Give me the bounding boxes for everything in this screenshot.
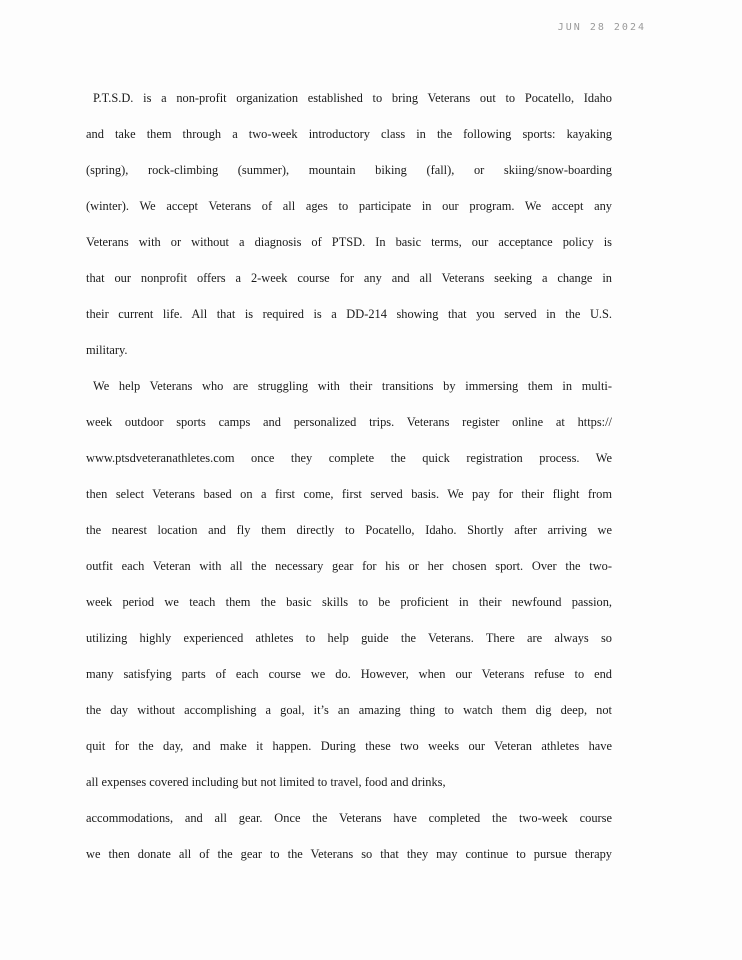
date-stamp: JUN 28 2024 — [557, 22, 646, 33]
text-line: Veterans with or without a diagnosis of PTSD. In basic terms, our acceptance policy is — [86, 235, 612, 249]
paragraph-2 — [86, 374, 612, 878]
text-line: we then donate all of the gear to the Veterans so that they may continue to pursue therapy — [86, 847, 612, 861]
paragraph-1 — [86, 86, 612, 374]
text-line: the day without accomplishing a goal, it’s an amazing thing to watch them dig deep, not — [86, 703, 612, 717]
text-line: (spring), rock-climbing (summer), mountain biking (fall), or skiing/snow-boarding — [86, 163, 612, 177]
text-line: quit for the day, and make it happen. During these two weeks our Veteran athletes have — [86, 739, 612, 753]
text-line: accommodations, and all gear. Once the Veterans have completed the two-week course — [86, 811, 612, 825]
text-line: then select Veterans based on a first come, first served basis. We pay for their flight from — [86, 487, 612, 501]
text-line: utilizing highly experienced athletes to help guide the Veterans. There are always so — [86, 631, 612, 645]
text-line: week outdoor sports camps and personalized trips. Veterans register online at https:// — [86, 415, 612, 429]
text-line: week period we teach them the basic skills to be proficient in their newfound passion, — [86, 595, 612, 609]
document-body — [86, 86, 612, 878]
text-line: their current life. All that is required is a DD-214 showing that you served in the U.S. — [86, 307, 612, 321]
text-line: www.ptsdveteranathletes.com once they complete the quick registration process. We — [86, 451, 612, 465]
text-line: the nearest location and fly them directly to Pocatello, Idaho. Shortly after arriving we — [86, 523, 612, 537]
text-line: We help Veterans who are struggling with their transitions by immersing them in multi- — [93, 379, 612, 393]
text-line: that our nonprofit offers a 2-week course for any and all Veterans seeking a change in — [86, 271, 612, 285]
text-line: many satisfying parts of each course we do. However, when our Veterans refuse to end — [86, 667, 612, 681]
text-line: (winter). We accept Veterans of all ages to participate in our program. We accept any — [86, 199, 612, 213]
text-line: P.T.S.D. is a non-profit organization established to bring Veterans out to Pocatello, Idaho — [93, 91, 612, 105]
text-line: outfit each Veteran with all the necessary gear for his or her chosen sport. Over the two- — [86, 559, 612, 573]
text-line: military. — [86, 343, 128, 357]
text-line: and take them through a two-week introductory class in the following sports: kayaking — [86, 127, 612, 141]
text-line: all expenses covered including but not limited to travel, food and drinks, — [86, 775, 446, 789]
